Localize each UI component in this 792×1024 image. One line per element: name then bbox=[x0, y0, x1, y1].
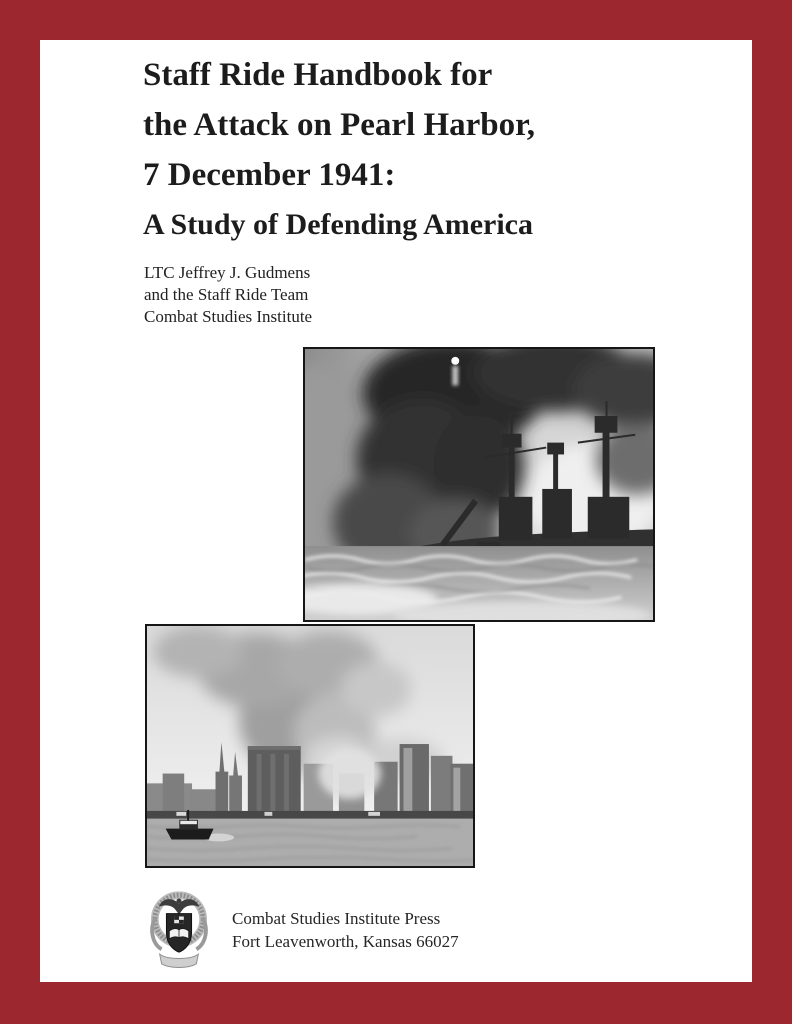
title-line-1: Staff Ride Handbook for bbox=[143, 57, 493, 93]
author-line-1: LTC Jeffrey J. Gudmens bbox=[144, 263, 311, 282]
publisher-name: Combat Studies Institute Press bbox=[232, 909, 441, 928]
publisher-text bbox=[232, 907, 459, 953]
title-line-3: 7 December 1941: bbox=[143, 157, 396, 193]
cover-page bbox=[40, 40, 752, 982]
manhattan-photo-graphic bbox=[147, 626, 473, 866]
book-title bbox=[143, 50, 535, 250]
pearl-harbor-photo-graphic bbox=[305, 349, 653, 620]
book-subtitle: A Study of Defending America bbox=[143, 208, 533, 241]
author-line-3: Combat Studies Institute bbox=[144, 307, 313, 326]
author-line-2: and the Staff Ride Team bbox=[144, 285, 309, 304]
author-block bbox=[144, 262, 312, 328]
title-line-2: the Attack on Pearl Harbor, bbox=[143, 107, 535, 143]
publisher-block bbox=[150, 888, 459, 972]
manhattan-skyline-smoke-photo bbox=[145, 624, 475, 868]
pearl-harbor-attack-photo bbox=[303, 347, 655, 622]
publisher-location: Fort Leavenworth, Kansas 66027 bbox=[232, 932, 459, 951]
crest-graphic bbox=[150, 888, 208, 972]
csi-crest-logo bbox=[150, 888, 208, 972]
